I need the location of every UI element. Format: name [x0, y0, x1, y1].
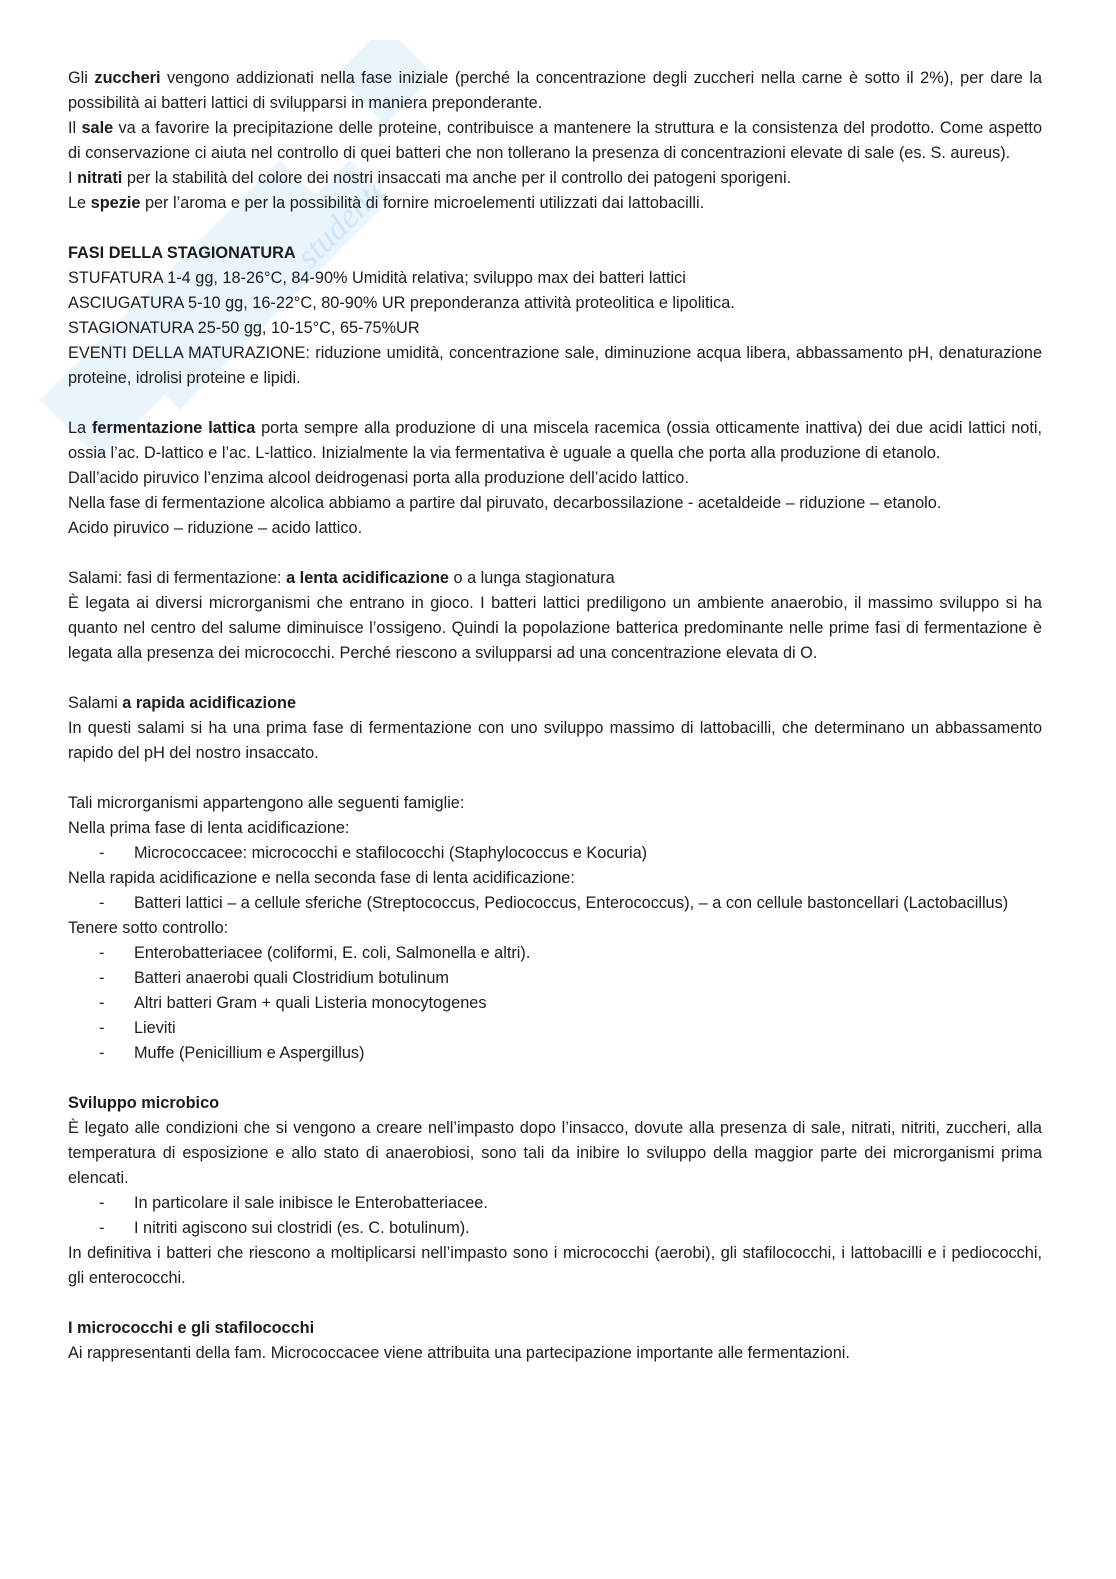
- fasi-heading: FASI DELLA STAGIONATURA: [68, 244, 296, 262]
- fermentazione-line: Acido piruvico – riduzione – acido lattico.: [68, 519, 363, 537]
- sviluppo-body: È legato alle condizioni che si vengono a creare nell’impasto dopo l’insacco, dovute alla presenza di sale, nitrati, nitriti, zuccheri, alla temperatura di esposizione e allo stato di anaerobiosi, sono tali da inibire lo sviluppo della maggior parte dei microrganismi prima elencati.: [68, 1119, 1042, 1187]
- famiglie-intro: Tali microrganismi appartengono alle seguenti famiglie:: [68, 794, 465, 812]
- fermentazione-term: fermentazione lattica: [91, 419, 256, 437]
- zuccheri-paragraph: Gli zuccheri vengono addizionati nella fase iniziale (perché la concentrazione degli zuccheri nella carne è sotto il 2%), per dare la possibilità ai batteri lattici di svilupparsi in maniera preponderante.: [68, 69, 1042, 112]
- lenta-body: È legata ai diversi microrganismi che entrano in gioco. I batteri lattici prediligono un ambiente anaerobio, il massimo sviluppo si ha quanto nel centro del salume diminuisce l’ossigeno. Quindi la popolazione batterica predominante nelle prime fasi di fermentazione è legata alla presenza dei micrococchi. Perché riescono a svilupparsi ad una concentrazione elevata di O.: [68, 594, 1042, 662]
- spacer: [68, 391, 1042, 416]
- fasi-line: STAGIONATURA 25-50 gg, 10-15°C, 65-75%UR: [68, 319, 420, 337]
- spezie-paragraph: Le spezie per l’aroma e per la possibilità di fornire microelementi utilizzati dai lattobacilli.: [68, 194, 705, 212]
- sale-paragraph: Il sale va a favorire la precipitazione delle proteine, contribuisce a mantenere la struttura e la consistenza del prodotto. Come aspetto di conservazione ci aiuta nel controllo di quei batteri che non tollerano la presenza di concentrazioni elevate di sale (es. S. aureus).: [68, 119, 1042, 162]
- spezie-term: spezie: [90, 194, 141, 212]
- lenta-list: [68, 841, 1042, 866]
- list-item: - Micrococcacee: micrococchi e stafilococchi (Staphylococcus e Kocuria): [68, 841, 1042, 866]
- list-item: - Batteri lattici – a cellule sferiche (Streptococcus, Pediococcus, Enterococcus), – a con cellule bastoncellari (Lactobacillus): [68, 891, 1042, 916]
- rapida-section: [68, 691, 1042, 766]
- nitrati-term: nitrati: [77, 169, 123, 187]
- list-item: - Altri batteri Gram + quali Listeria monocytogenes: [68, 991, 1042, 1016]
- list-item: - Enterobatteriacee (coliformi, E. coli, Salmonella e altri).: [68, 941, 1042, 966]
- fermentazione-section: [68, 416, 1042, 541]
- rapida-heading: Salami a rapida acidificazione: [68, 694, 297, 712]
- list-item: - I nitriti agiscono sui clostridi (es. C. botulinum).: [68, 1216, 1042, 1241]
- rapida-term: a rapida acidificazione: [122, 694, 297, 712]
- lenta-heading: Salami: fasi di fermentazione: a lenta acidificazione o a lunga stagionatura: [68, 569, 615, 587]
- micrococchi-heading: I micrococchi e gli stafilococchi: [68, 1319, 315, 1337]
- sviluppo-section: [68, 1091, 1042, 1291]
- spacer: [68, 766, 1042, 791]
- list-item: - Muffe (Penicillium e Aspergillus): [68, 1041, 1042, 1066]
- spacer: [68, 1066, 1042, 1091]
- controllo-list: [68, 941, 1042, 1066]
- rapida-list: [68, 891, 1042, 916]
- lenta-term: a lenta acidificazione: [286, 569, 449, 587]
- sviluppo-list: [68, 1191, 1042, 1241]
- micrococchi-section: [68, 1316, 1042, 1366]
- list-item: - Batteri anaerobi quali Clostridium botulinum: [68, 966, 1042, 991]
- spacer: [68, 541, 1042, 566]
- fermentazione-line: Dall’acido piruvico l’enzima alcool deidrogenasi porta alla produzione dell’acido lattico.: [68, 469, 689, 487]
- lenta-section: [68, 566, 1042, 666]
- intro-section: [68, 66, 1042, 216]
- controllo-list-heading: Tenere sotto controllo:: [68, 919, 229, 937]
- watermark-text: studente: [289, 169, 396, 276]
- rapida-list-heading: Nella rapida acidificazione e nella seconda fase di lenta acidificazione:: [68, 869, 575, 887]
- spacer: [68, 1291, 1042, 1316]
- fasi-line: STUFATURA 1-4 gg, 18-26°C, 84-90% Umidità relativa; sviluppo max dei batteri lattici: [68, 269, 686, 287]
- list-item: - In particolare il sale inibisce le Enterobatteriacee.: [68, 1191, 1042, 1216]
- nitrati-paragraph: I nitrati per la stabilità del colore dei nostri insaccati ma anche per il controllo dei patogeni sporigeni.: [68, 169, 792, 187]
- fermentazione-line: Nella fase di fermentazione alcolica abbiamo a partire dal piruvato, decarbossilazione - acetaldeide – riduzione – etanolo.: [68, 494, 942, 512]
- sviluppo-heading: Sviluppo microbico: [68, 1094, 220, 1112]
- rapida-body: In questi salami si ha una prima fase di fermentazione con uno sviluppo massimo di lattobacilli, che determinano un abbassamento rapido del pH del nostro insaccato.: [68, 719, 1042, 762]
- document-page: [68, 66, 1042, 1366]
- fasi-line: ASCIUGATURA 5-10 gg, 16-22°C, 80-90% UR preponderanza attività proteolitica e lipolitica.: [68, 294, 735, 312]
- spacer: [68, 666, 1042, 691]
- zuccheri-term: zuccheri: [94, 69, 161, 87]
- sale-term: sale: [81, 119, 114, 137]
- fermentazione-paragraph: La fermentazione lattica porta sempre alla produzione di una miscela racemica (ossia otticamente inattiva) dei due acidi lattici noti, ossia l’ac. D-lattico e l’ac. L-lattico. Inizialmente la via fermentativa è uguale a quella che porta alla produzione di etanolo.: [68, 419, 1042, 462]
- micrococchi-body: Ai rappresentanti della fam. Micrococcacee viene attribuita una partecipazione importante alle fermentazioni.: [68, 1344, 850, 1362]
- fasi-line: EVENTI DELLA MATURAZIONE: riduzione umidità, concentrazione sale, diminuzione acqua libera, abbassamento pH, denaturazione proteine, idrolisi proteine e lipidi.: [68, 344, 1042, 387]
- spacer: [68, 216, 1042, 241]
- lenta-list-heading: Nella prima fase di lenta acidificazione:: [68, 819, 350, 837]
- famiglie-section: [68, 791, 1042, 1066]
- sviluppo-conclusion: In definitiva i batteri che riescono a moltiplicarsi nell’impasto sono i micrococchi (aerobi), gli stafilococchi, i lattobacilli e i pediococchi, gli enterococchi.: [68, 1244, 1042, 1287]
- fasi-section: [68, 241, 1042, 391]
- list-item: - Lieviti: [68, 1016, 1042, 1041]
